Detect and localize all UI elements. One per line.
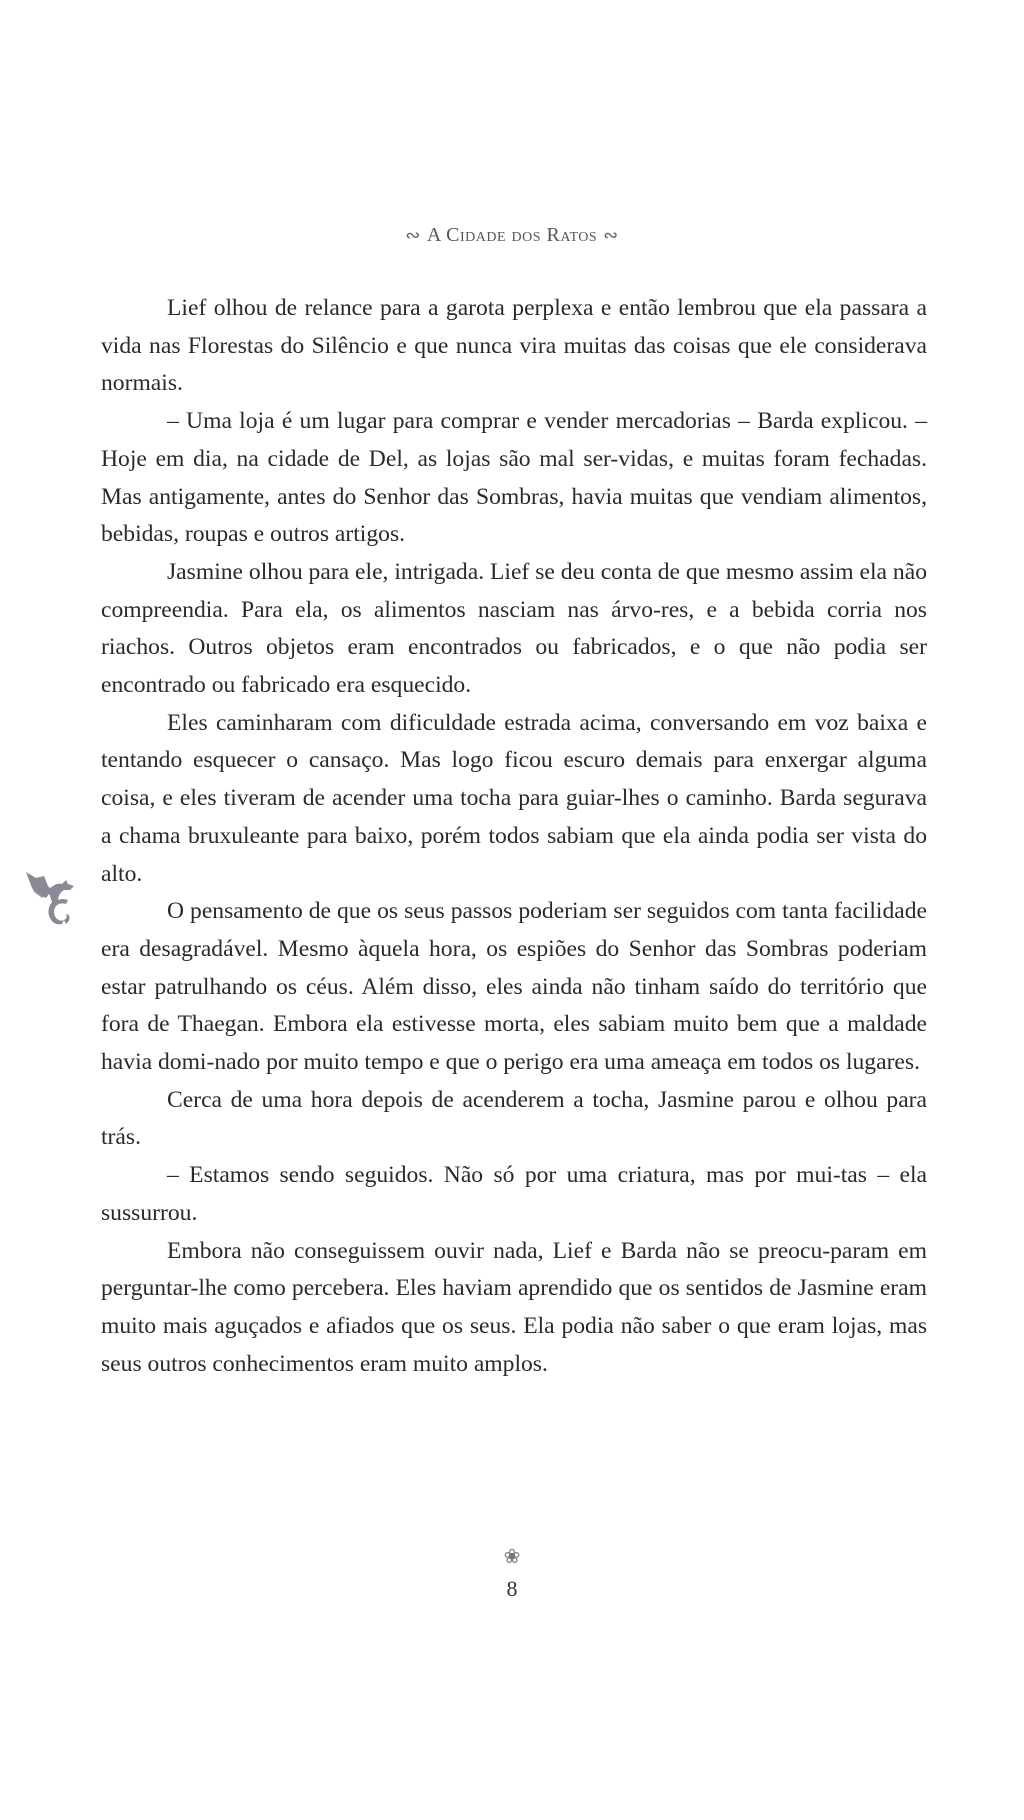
page-number: 8 — [506, 1576, 518, 1601]
dragon-icon — [22, 868, 80, 934]
paragraph: Lief olhou de relance para a garota perplexa e então lembrou que ela passara a vida nas Florestas do Silêncio e que nunca vira muitas das coisas que ele considerava normais. — [101, 295, 927, 397]
scroll-ornament-left-icon: ∾ — [405, 225, 421, 245]
paragraph: – Uma loja é um lugar para comprar e vender mercadorias – Barda explicou. – Hoje em dia, na cidade de Del, as lojas são mal ser-vidas, e muitas foram fechadas. Mas antigamente, antes do Senhor das Sombras, havia muitas que vendiam alimentos, bebidas, roupas e outros artigos. — [101, 408, 927, 548]
paragraph: Cerca de uma hora depois de acenderem a tocha, Jasmine parou e olhou para trás. — [101, 1086, 927, 1151]
paragraph: O pensamento de que os seus passos poderiam ser seguidos com tanta facilidade era desagradável. Mesmo àquela hora, os espiões do Senhor das Sombras poderiam estar patrulhando os céus. Além disso, eles ainda não tinham saído do território que fora de Thaegan. Embora ela estivesse morta, eles sabiam muito bem que a maldade havia domi-nado por muito tempo e que o perigo era uma ameaça em todos os lugares. — [101, 898, 927, 1076]
flower-ornament-icon: ❀ — [503, 1546, 521, 1568]
body-text — [101, 290, 927, 1383]
book-title: A Cidade dos Ratos — [426, 224, 598, 246]
scroll-ornament-right-icon: ∾ — [603, 225, 619, 245]
paragraph: Embora não conseguissem ouvir nada, Lief e Barda não se preocu-param em perguntar-lhe como percebera. Eles haviam aprendido que os sentidos de Jasmine eram muito mais aguçados e afiados que os seus. Ela podia não saber o que eram lojas, mas seus outros conhecimentos eram muito amplos. — [101, 1237, 927, 1377]
paragraph: Eles caminharam com dificuldade estrada acima, conversando em voz baixa e tentando esquecer o cansaço. Mas logo ficou escuro demais para enxergar alguma coisa, e eles tiveram de acender uma tocha para guiar-lhes o caminho. Barda segurava a chama bruxuleante para baixo, porém todos sabiam que ela ainda podia ser vista do alto. — [101, 709, 927, 887]
paragraph: – Estamos sendo seguidos. Não só por uma criatura, mas por mui-tas – ela sussurrou. — [101, 1162, 927, 1226]
running-header — [0, 224, 1024, 247]
paragraph: Jasmine olhou para ele, intrigada. Lief se deu conta de que mesmo assim ela não compreendia. Para ela, os alimentos nasciam nas árvo-res, e a bebida corria nos riachos. Outros objetos eram encontrados ou fabricados, e o que não podia ser encontrado ou fabricado era esquecido. — [101, 558, 927, 699]
